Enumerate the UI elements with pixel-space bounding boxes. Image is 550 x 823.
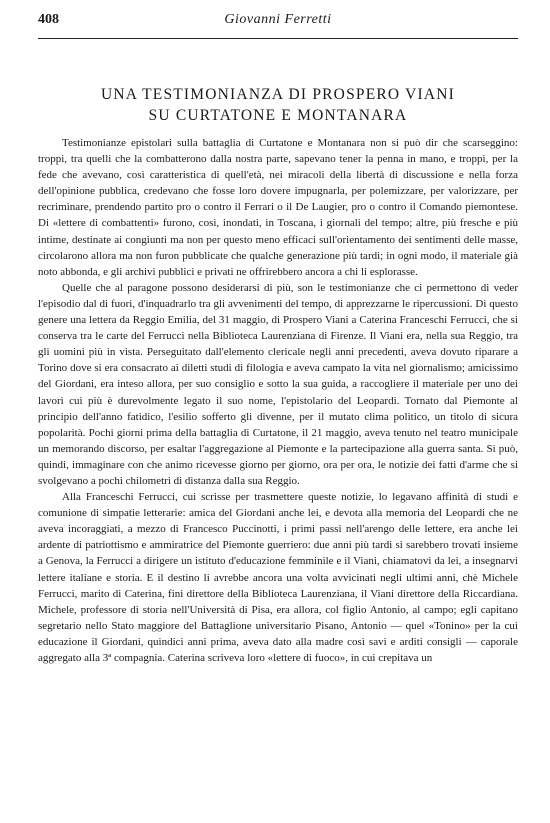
running-title: Giovanni Ferretti (224, 12, 332, 27)
article-title-line-1: UNA TESTIMONIANZA DI PROSPERO VIANI (100, 86, 456, 103)
paragraph: Alla Franceschi Ferrucci, cui scrisse per trasmettere queste notizie, lo legavano affinità di studi e comunione di simpatie letterarie: amica del Giordani anche lei, e devota alla memoria del Leopardi che ne aveva incoraggiati, a mezzo di Francesco Puccinotti, i primi passi nell'arengo delle lettere, era anche lei ardente di patriottismo e ammiratrice del Piemonte guerriero: due anni più tardi si sarebbero trovati insieme a Genova, la Ferrucci a dirigere un istituto d'educazione femminile e il Viani, chiamatovi da lei, a insegnarvi lettere italiane e storia. E il destino li avrebbe ancora una volta avvicinati negli ultimi anni, chè Michele Ferrucci, marito di Caterina, fini direttore della Biblioteca Laurenziana, il Viani direttore della Riccardiana. Michele, professore di storia nell'Università di Pisa, era allora, col figlio Antonio, al campo; egli capitano segretario nello Stato maggiore del Battaglione universitario Pisano, Antonio — quel «Tonino» per la cui educazione il Giordani, quindici anni prima, aveva dato alla madre così savi e arditi consigli — caporale aggregato alla 3ª compagnia. Caterina scriveva loro «lettere di fuoco», in cui crepitava un (38, 491, 518, 664)
article-body (38, 135, 518, 666)
article-title-line-2: SU CURTATONE E MONTANARA (148, 107, 408, 124)
paragraph: Quelle che al paragone possono desiderarsi di più, son le testimonianze che ci permettono di veder l'episodio dal di fuori, d'inquadrarlo tra gli avvenimenti del tempo, di apprezzarne le ripercussioni. Di questo genere una lettera da Reggio Emilia, del 31 maggio, di Prospero Viani a Caterina Franceschi Ferrucci, che si conserva tra le carte del Ferrucci nella Biblioteca Laurenziana di Firenze. Il Viani era, nella sua Reggio, tra gli uomini più in vista. Perseguitato dall'elemento clericale negli anni precedenti, aveva dovuto riparare a Torino dove si era consacrato ai diletti studi di filologia e aveva campato la vita nel giornalismo; amicissimo del Giordani, era inteso allora, per suo consiglio e sotto la sua guida, a raccogliere il materiale per uno dei lavori cui più è durevolmente legato il suo nome, l'epistolario del Leopardi. Tornato dal Piemonte al principio dell'anno fatidico, l'esilio sofferto gli divenne, per il mutato clima politico, un titolo di sicura popolarità. Pochi giorni prima della battaglia di Curtatone, il 21 maggio, aveva tenuto nel teatro municipale un memorando discorso, per esaltar l'aggregazione al Piemonte e la partecipazione alla guerra santa. Si può, quindi, immaginare con che animo ricevesse giorno per giorno, ora per ora, le notizie dei fatti d'arme che si svolgevano a pochi chilometri di distanza dalla sua Reggio. (38, 281, 518, 487)
running-head (38, 12, 518, 32)
page-number: 408 (38, 12, 59, 27)
paragraph: Testimonianze epistolari sulla battaglia di Curtatone e Montanara non si può dir che scarseggino: troppi, tra quelli che la combatterono dalla nostra parte, sapevano tener la penna in mano, e troppi, per la fede che avevano, così caratteristica di quell'età, nei miracoli della libertà di discussione e nella forza dell'opinione pubblica, credevano che fosse loro dovere impugnarla, per polemizzare, per valorizzare, per recriminare, prendendo partito pro o contro il Ferrari o il De Laugier, pro o contro il Comando piemontese. Di «lettere di combattenti» furono, così, inondati, in Toscana, i giornali del tempo; altre, più fresche e più intime, destinate ai congiunti ma non per questo meno efficaci sull'orientamento dei sentimenti delle masse, circolarono allora ma non furon pubblicate che qualche generazione più tardi; in ogni modo, il materiale già noto abbonda, e gli archivi pubblici e privati ne offrirebbero ancora a chi li esplorasse. (38, 137, 518, 278)
article-title (38, 84, 518, 126)
header-rule (38, 38, 518, 39)
